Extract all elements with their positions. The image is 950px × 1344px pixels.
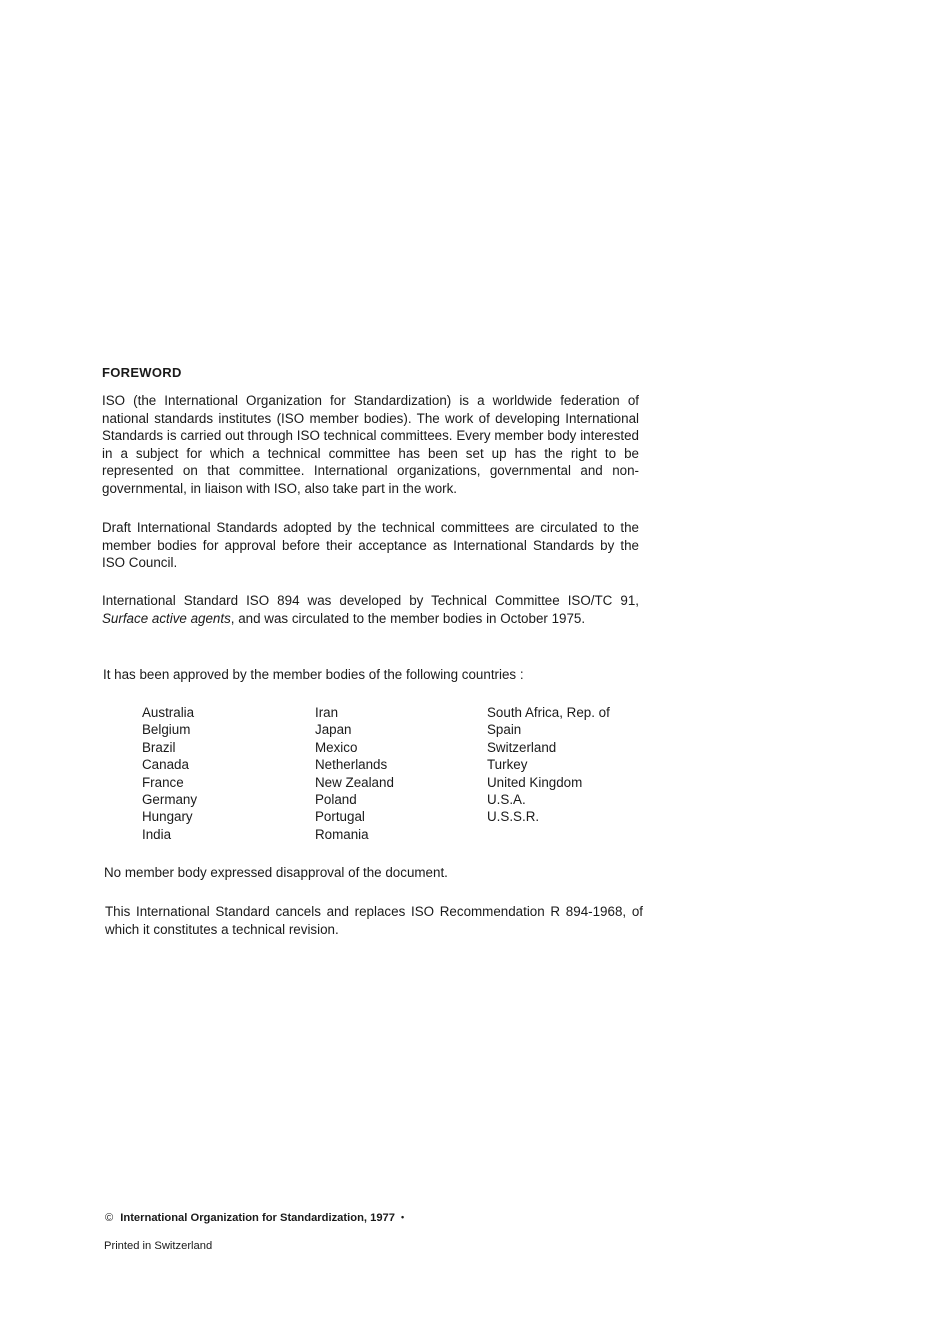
country-item: Portugal	[315, 809, 365, 825]
paragraph-replacement: This International Standard cancels and replaces ISO Recommendation R 894-1968, of which it constitutes a technical revision.	[105, 904, 643, 937]
country-item: Iran	[315, 705, 339, 720]
country-item: U.S.A.	[487, 792, 526, 808]
development-text-start: International Standard ISO 894 was developed by Technical Committee ISO/TC 91,	[102, 593, 639, 608]
countries-column-3	[487, 704, 610, 826]
country-item: New Zealand	[315, 774, 394, 790]
bullet-icon: •	[401, 1212, 405, 1222]
country-item: South Africa, Rep. of	[487, 705, 610, 720]
printed-location: Printed in Switzerland	[104, 1240, 213, 1252]
country-item: Spain	[487, 722, 522, 738]
country-item: Japan	[315, 722, 352, 738]
paragraph-approval: It has been approved by the member bodies of the following countries :	[103, 667, 524, 682]
country-item: Mexico	[315, 739, 358, 755]
copyright-text: International Organization for Standardization, 1977	[120, 1212, 396, 1224]
countries-column-2	[315, 704, 394, 843]
paragraph-development	[102, 592, 639, 627]
country-item: Australia	[142, 705, 195, 720]
country-item: United Kingdom	[487, 774, 583, 790]
paragraph-no-disapproval: No member body expressed disapproval of the document.	[104, 865, 448, 880]
country-item: Brazil	[142, 739, 176, 755]
country-item: Germany	[142, 792, 198, 808]
country-item: France	[142, 774, 184, 790]
development-text-end: , and was circulated to the member bodies in October 1975.	[230, 610, 586, 626]
countries-column-1	[142, 704, 197, 843]
country-item: U.S.S.R.	[487, 809, 540, 825]
copyright-notice	[105, 1212, 404, 1224]
country-item: Belgium	[142, 722, 191, 738]
country-item: India	[142, 826, 172, 842]
committee-name: Surface active agents	[102, 610, 231, 626]
country-item: Turkey	[487, 757, 528, 773]
country-item: Hungary	[142, 809, 193, 825]
country-item: Switzerland	[487, 739, 557, 755]
country-item: Netherlands	[315, 757, 388, 773]
country-item: Romania	[315, 826, 369, 842]
copyright-icon: ©	[105, 1212, 114, 1224]
country-item: Canada	[142, 757, 189, 773]
foreword-heading: FOREWORD	[102, 365, 182, 380]
paragraph-iso-description: ISO (the International Organization for Standardization) is a worldwide federation of national standards institutes (ISO member bodies). The work of developing International Standards is carried out through ISO technical committees. Every member body interested in a subject for which a technical committee has been set up has the right to be represented on that committee. International organizations, governmental and non-governmental, in liaison with ISO, also take part in the work.	[102, 393, 639, 496]
country-item: Poland	[315, 792, 357, 808]
paragraph-draft-standards: Draft International Standards adopted by the technical committees are circulated to the member bodies for approval before their acceptance as International Standards by the ISO Council.	[102, 520, 639, 571]
